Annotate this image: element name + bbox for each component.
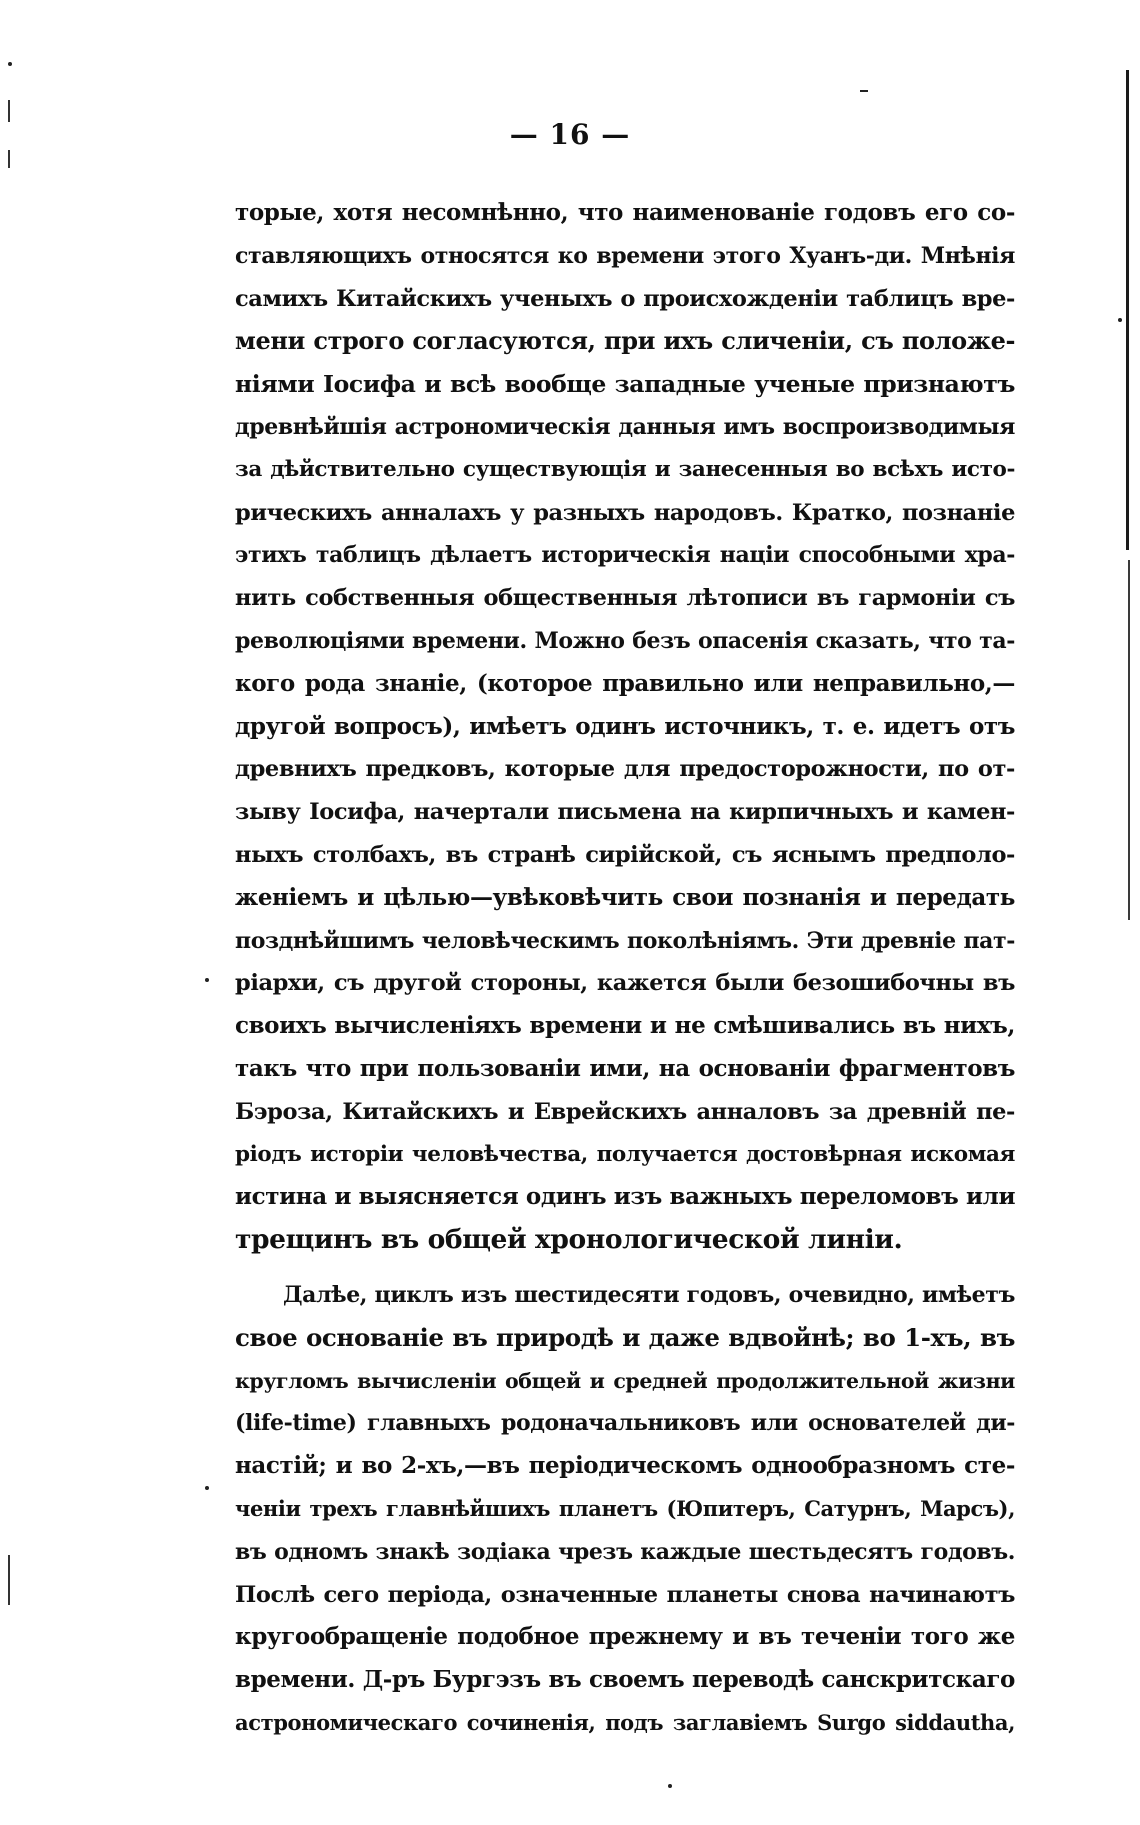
text-line: истина и выясняется одинъ изъ важныхъ переломовъ или [235,1183,1016,1211]
text-line: кругообращеніе подобное прежнему и въ теченіи того же [235,1623,1015,1651]
text-line: ставляющихъ относятся ко времени этого Хуанъ-ди. Мнѣнія [235,242,1015,269]
text-line: позднѣйшимъ человѣческимъ поколѣніямъ. Эти древніе пат- [235,927,1015,954]
text-line: нить собственныя общественныя лѣтописи въ гармоніи съ [235,585,1015,612]
text-line: въ одномъ знакѣ зодіака чрезъ каждые шестьдесятъ годовъ. [235,1538,1015,1565]
text-line: зыву Іосифа, начертали письмена на кирпичныхъ и камен- [235,799,1015,826]
page-number: — 16 — [509,118,631,151]
scan-speck [668,1784,672,1788]
text-line: такъ что при пользованіи ими, на основаніи фрагментовъ [235,1054,1015,1082]
paragraph-2 [235,1274,1015,1745]
text-line: своихъ вычисленіяхъ времени и не смѣшивались въ нихъ, [235,1012,1015,1040]
text-line: (life-time) главныхъ родоначальниковъ или основателей ди- [235,1410,1015,1437]
text-line: свое основаніе въ природѣ и даже вдвойнѣ; во 1-хъ, въ [235,1322,1015,1352]
text-line: революціями времени. Можно безъ опасенія сказать, что та- [235,627,1015,654]
text-line: этихъ таблицъ дѣлаетъ историческія націи способными хра- [235,542,1015,569]
scan-edge-mark [1128,560,1130,920]
text-line: Далѣе, циклъ изъ шестидесяти годовъ, очевидно, имѣетъ [283,1281,1015,1308]
text-line: женіемъ и цѣлью—увѣковѣчить свои познанія и передать [235,883,1015,911]
scan-speck [205,1486,209,1490]
paragraph-1 [235,192,1015,1262]
text-line: трещинъ въ общей хронологической линіи. [235,1224,903,1256]
text-line: настій; и во 2-хъ,—въ періодическомъ однообразномъ сте- [235,1452,1015,1480]
text-line: самихъ Китайскихъ ученыхъ о происхожденіи таблицъ вре- [235,285,1015,312]
text-line: за дѣйствительно существующія и занесенныя во всѣхъ истo- [235,456,1015,482]
text-line: кругломъ вычисленіи общей и средней продолжительной жизни [235,1368,1015,1393]
text-line: кого рода знаніе, (которое правильно или неправильно,— [235,669,1015,697]
text-line: мени строго согласуются, при ихъ сличеніи, съ положе- [235,326,1015,356]
body-text [235,192,1015,1745]
text-line: древнихъ предковъ, которые для предосторожности, по от- [235,756,1015,783]
scan-speck [205,978,209,982]
scan-edge-mark [8,150,10,168]
text-line: ріархи, съ другой стороны, кажется были безошибочны въ [235,970,1015,997]
text-line: ченіи трехъ главнѣйшихъ планетъ (Юпитеръ, Сатурнъ, Марсъ), [235,1495,1015,1521]
text-line: Бэроза, Китайскихъ и Еврейскихъ анналовъ за древній пе- [235,1098,1015,1125]
text-line: рическихъ анналахъ у разныхъ народовъ. Кратко, познаніе [235,499,1015,526]
scan-edge-mark [8,1555,10,1605]
text-line: ріодъ исторіи человѣчества, получается достовѣрная искомая [235,1141,1015,1167]
text-line: древнѣйшія астрономическія данныя имъ воспроизводимыя [235,413,1015,440]
scan-speck [1118,318,1122,322]
text-line: другой вопросъ), имѣетъ одинъ источникъ, т. е. идетъ отъ [235,712,1015,740]
text-line: Послѣ сего періода, означенные планеты снова начинаютъ [235,1581,1015,1608]
text-line: ніями Іосифа и всѣ вообще западные ученые признаютъ [235,370,1015,399]
text-line: времени. Д-ръ Бургэзъ въ своемъ переводѣ санскритскаго [235,1666,1015,1694]
scan-speck [8,62,12,66]
text-line: торые, хотя несомнѣнно, что наименованіе годовъ его со- [235,199,1015,226]
text-line: ныхъ столбахъ, въ странѣ сирійской, съ яснымъ предполо- [235,841,1015,868]
scan-speck [860,90,868,92]
text-line: астрономическаго сочиненія, подъ заглавіемъ Surgo siddautha, [235,1709,1015,1735]
